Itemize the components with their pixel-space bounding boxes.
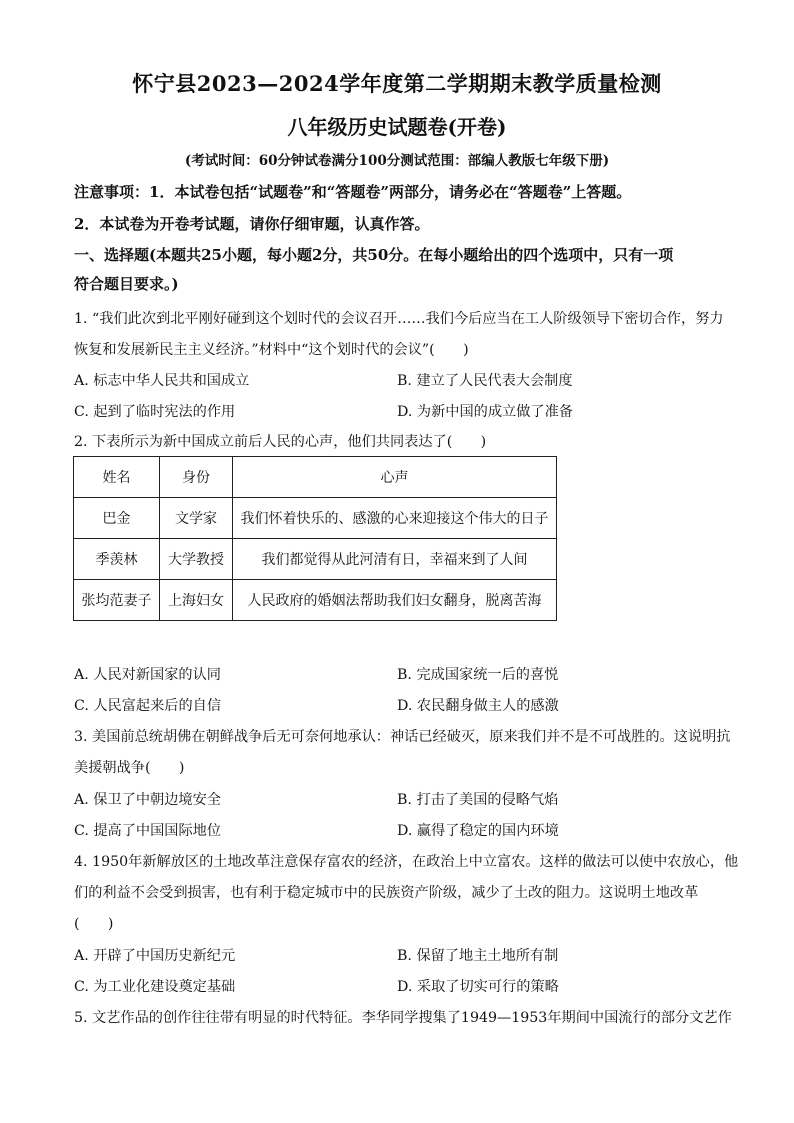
question-4-option-c: C. 为工业化建设奠定基础 <box>74 979 236 995</box>
question-2-option-a: A. 人民对新国家的认同 <box>74 667 221 683</box>
question-2-option-c: C. 人民富起来后的自信 <box>74 698 222 714</box>
notice-line-2: 2．本试卷为开卷考试题，请你仔细审题，认真作答。 <box>74 215 430 233</box>
question-4-stem-line-3: ( ) <box>74 916 114 932</box>
question-1-stem-line-2: 恢复和发展新民主主义经济。”材料中“这个划时代的会议”( ) <box>74 342 469 358</box>
table-cell: 张均范妻子 <box>74 580 160 621</box>
question-5-stem-line-1: 5. 文艺作品的创作往往带有明显的时代特征。李华同学搜集了1949—1953年期间中国流行的部分文艺作 <box>74 1010 732 1026</box>
question-4-option-a: A. 开辟了中国历史新纪元 <box>74 948 236 964</box>
question-4-option-d: D. 采取了切实可行的策略 <box>397 979 559 995</box>
question-4-stem-line-1: 4. 1950年新解放区的土地改革注意保存富农的经济，在政治上中立富农。这样的做法可以使中农放心，他 <box>74 854 739 870</box>
question-3-option-d: D. 赢得了稳定的国内环境 <box>397 823 559 839</box>
table-cell: 巴金 <box>74 498 160 539</box>
table-row <box>74 539 557 580</box>
notice-line-1: 注意事项：1．本试卷包括“试题卷”和“答题卷”两部分，请务必在“答题卷”上答题。 <box>74 183 632 201</box>
question-4-option-b: B. 保留了地主土地所有制 <box>397 948 559 964</box>
question-1-option-a: A. 标志中华人民共和国成立 <box>74 373 250 389</box>
question-3-option-c: C. 提高了中国国际地位 <box>74 823 222 839</box>
question-3-option-a: A. 保卫了中朝边境安全 <box>74 792 221 808</box>
question-2-option-d: D. 农民翻身做主人的感激 <box>397 698 559 714</box>
question-1-option-b: B. 建立了人民代表大会制度 <box>397 373 573 389</box>
table-cell: 季羡林 <box>74 539 160 580</box>
table-header-row <box>74 457 557 498</box>
question-1-option-d: D. 为新中国的成立做了准备 <box>397 404 573 420</box>
voices-table <box>73 456 557 621</box>
question-3-stem-line-1: 3. 美国前总统胡佛在朝鲜战争后无可奈何地承认：神话已经破灭，原来我们并不是不可战胜的。这说明抗 <box>74 729 731 745</box>
table-header-name: 姓名 <box>74 457 160 498</box>
question-4-stem-line-2: 们的利益不会受到损害，也有利于稳定城市中的民族资产阶级，减少了土改的阻力。这说明土地改革 <box>74 885 699 901</box>
question-1-stem-line-1: 1. “我们此次到北平刚好碰到这个划时代的会议召开……我们今后应当在工人阶级领导下密切合作，努力 <box>74 311 724 327</box>
table-row <box>74 498 557 539</box>
question-3-stem-line-2: 美援朝战争( ) <box>74 760 185 776</box>
question-1-option-c: C. 起到了临时宪法的作用 <box>74 404 236 420</box>
table-header-identity: 身份 <box>160 457 233 498</box>
table-header-voice: 心声 <box>233 457 557 498</box>
table-cell: 我们都觉得从此河清有日，幸福来到了人间 <box>233 539 557 580</box>
section-heading-line-1: 一、选择题(本题共25小题，每小题2分，共50分。在每小题给出的四个选项中，只有一项 <box>74 246 674 264</box>
question-2-option-b: B. 完成国家统一后的喜悦 <box>397 667 559 683</box>
question-2-stem: 2. 下表所示为新中国成立前后人民的心声，他们共同表达了( ) <box>74 434 487 450</box>
table-cell: 我们怀着快乐的、感激的心来迎接这个伟大的日子 <box>233 498 557 539</box>
question-3-option-b: B. 打击了美国的侵略气焰 <box>397 792 559 808</box>
table-cell: 上海妇女 <box>160 580 233 621</box>
table-row <box>74 580 557 621</box>
exam-info: (考试时间：60分钟试卷满分100分测试范围：部编人教版七年级下册) <box>184 153 610 169</box>
table-cell: 人民政府的婚姻法帮助我们妇女翻身，脱离苦海 <box>233 580 557 621</box>
exam-title: 怀宁县2023—2024学年度第二学期期末教学质量检测 <box>132 71 662 96</box>
section-heading-line-2: 符合题目要求。) <box>74 275 179 293</box>
table-cell: 文学家 <box>160 498 233 539</box>
table-cell: 大学教授 <box>160 539 233 580</box>
exam-subtitle: 八年级历史试题卷(开卷) <box>287 115 507 139</box>
